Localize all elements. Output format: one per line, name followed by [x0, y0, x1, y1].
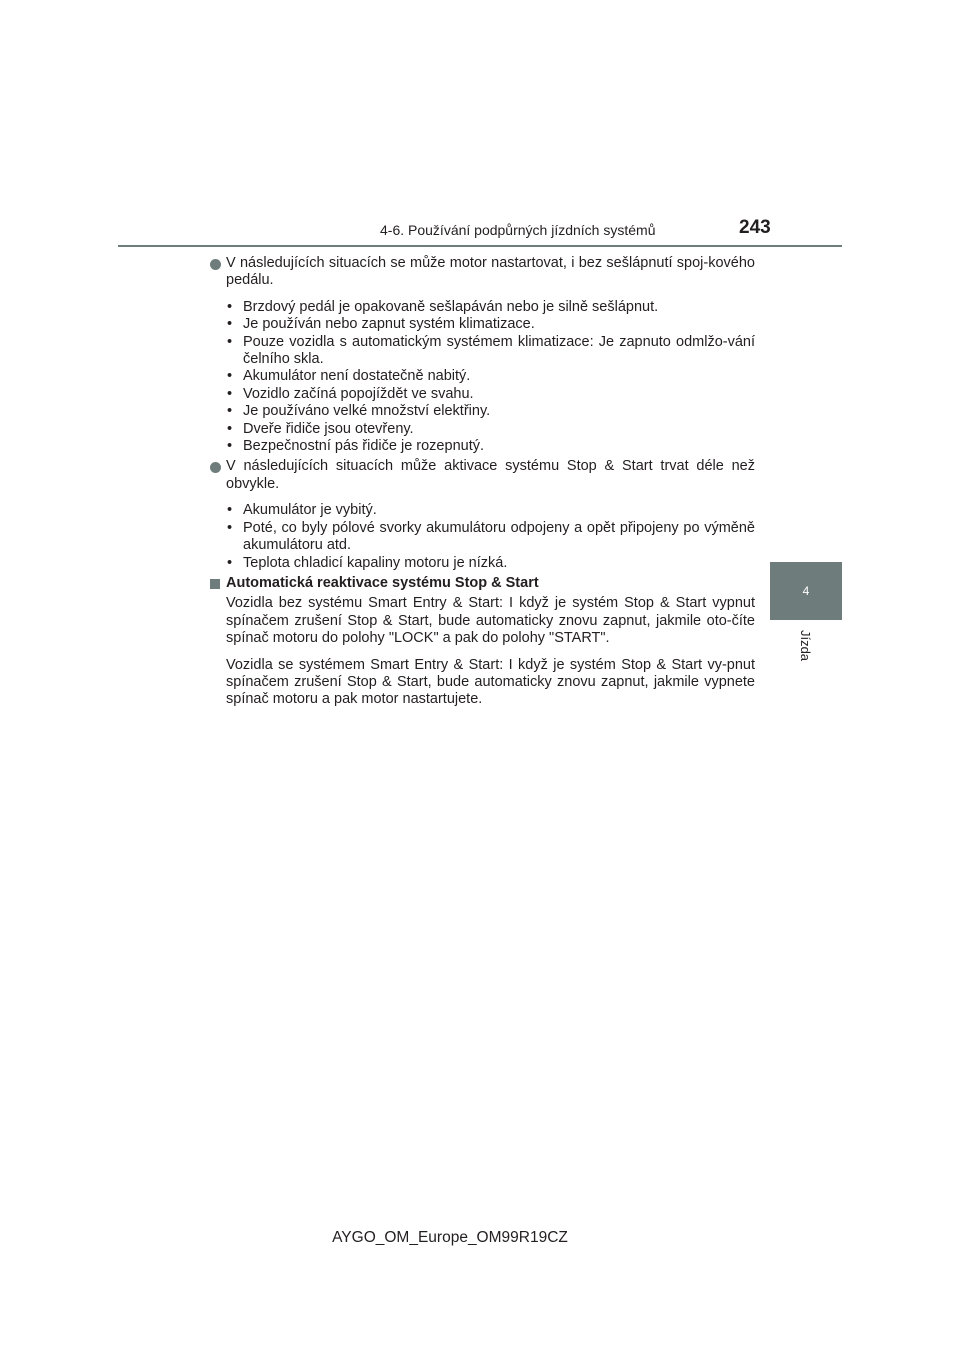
square-bullet-icon — [210, 579, 220, 589]
list-item: • Dveře řidiče jsou otevřeny. — [226, 421, 755, 438]
bullet-paragraph-2 — [210, 458, 755, 493]
chapter-label — [770, 620, 842, 670]
page-content — [210, 255, 755, 709]
section-heading — [210, 575, 755, 592]
footer-document-id: AYGO_OM_Europe_OM99R19CZ — [332, 1229, 568, 1246]
header-section-title: 4-6. Používání podpůrných jízdních systémů — [380, 222, 656, 238]
bullet-2-list — [210, 502, 755, 572]
section-paragraph-1: Vozidla bez systému Smart Entry & Start: I když je systém Stop & Start vypnut spínačem zrušení Stop & Start, bude automaticky znovu zapnut, jakmile oto-číte spínač motoru do polohy "LOCK" a pak do polohy "START". — [226, 595, 755, 647]
list-item: • Teplota chladicí kapaliny motoru je nízká. — [226, 555, 755, 572]
header-divider — [118, 245, 842, 247]
chapter-tab[interactable] — [770, 562, 842, 620]
list-item: • Bezpečnostní pás řidiče je rozepnutý. — [226, 438, 755, 455]
chapter-number: 4 — [802, 584, 810, 598]
section-paragraph-2: Vozidla se systémem Smart Entry & Start: I když je systém Stop & Start vy-pnut spínačem zrušení Stop & Start, bude automaticky znovu zapnut, jakmile vypnete spínač motoru a pak motor nastartujete. — [226, 656, 755, 708]
list-item: • Akumulátor je vybitý. — [226, 502, 755, 519]
section-heading-text: Automatická reaktivace systému Stop & Start — [226, 574, 539, 591]
list-item: • Brzdový pedál je opakovaně sešlapáván nebo je silně sešlápnut. — [226, 299, 755, 316]
chapter-label-text: Jízda — [798, 629, 814, 661]
round-bullet-icon — [210, 462, 221, 473]
list-item: • Vozidlo začíná popojíždět ve svahu. — [226, 386, 755, 403]
list-item: • Poté, co byly pólové svorky akumulátoru odpojeny a opět připojeny po výměně akumulátoru atd. — [226, 520, 755, 555]
list-item: • Pouze vozidla s automatickým systémem klimatizace: Je zapnuto odmlžo-vání čelního skla. — [226, 334, 755, 369]
list-item: • Je používán nebo zapnut systém klimatizace. — [226, 316, 755, 333]
bullet-paragraph-1 — [210, 255, 755, 290]
page-number: 243 — [739, 217, 771, 238]
round-bullet-icon — [210, 259, 221, 270]
bullet-text-1: V následujících situacích se může motor nastartovat, i bez sešlápnutí spoj-kového pedálu. — [226, 255, 755, 289]
list-item: • Akumulátor není dostatečně nabitý. — [226, 368, 755, 385]
bullet-1-list — [210, 299, 755, 456]
list-item: • Je používáno velké množství elektřiny. — [226, 403, 755, 420]
bullet-text-2: V následujících situacích může aktivace systému Stop & Start trvat déle než obvykle. — [226, 458, 755, 492]
